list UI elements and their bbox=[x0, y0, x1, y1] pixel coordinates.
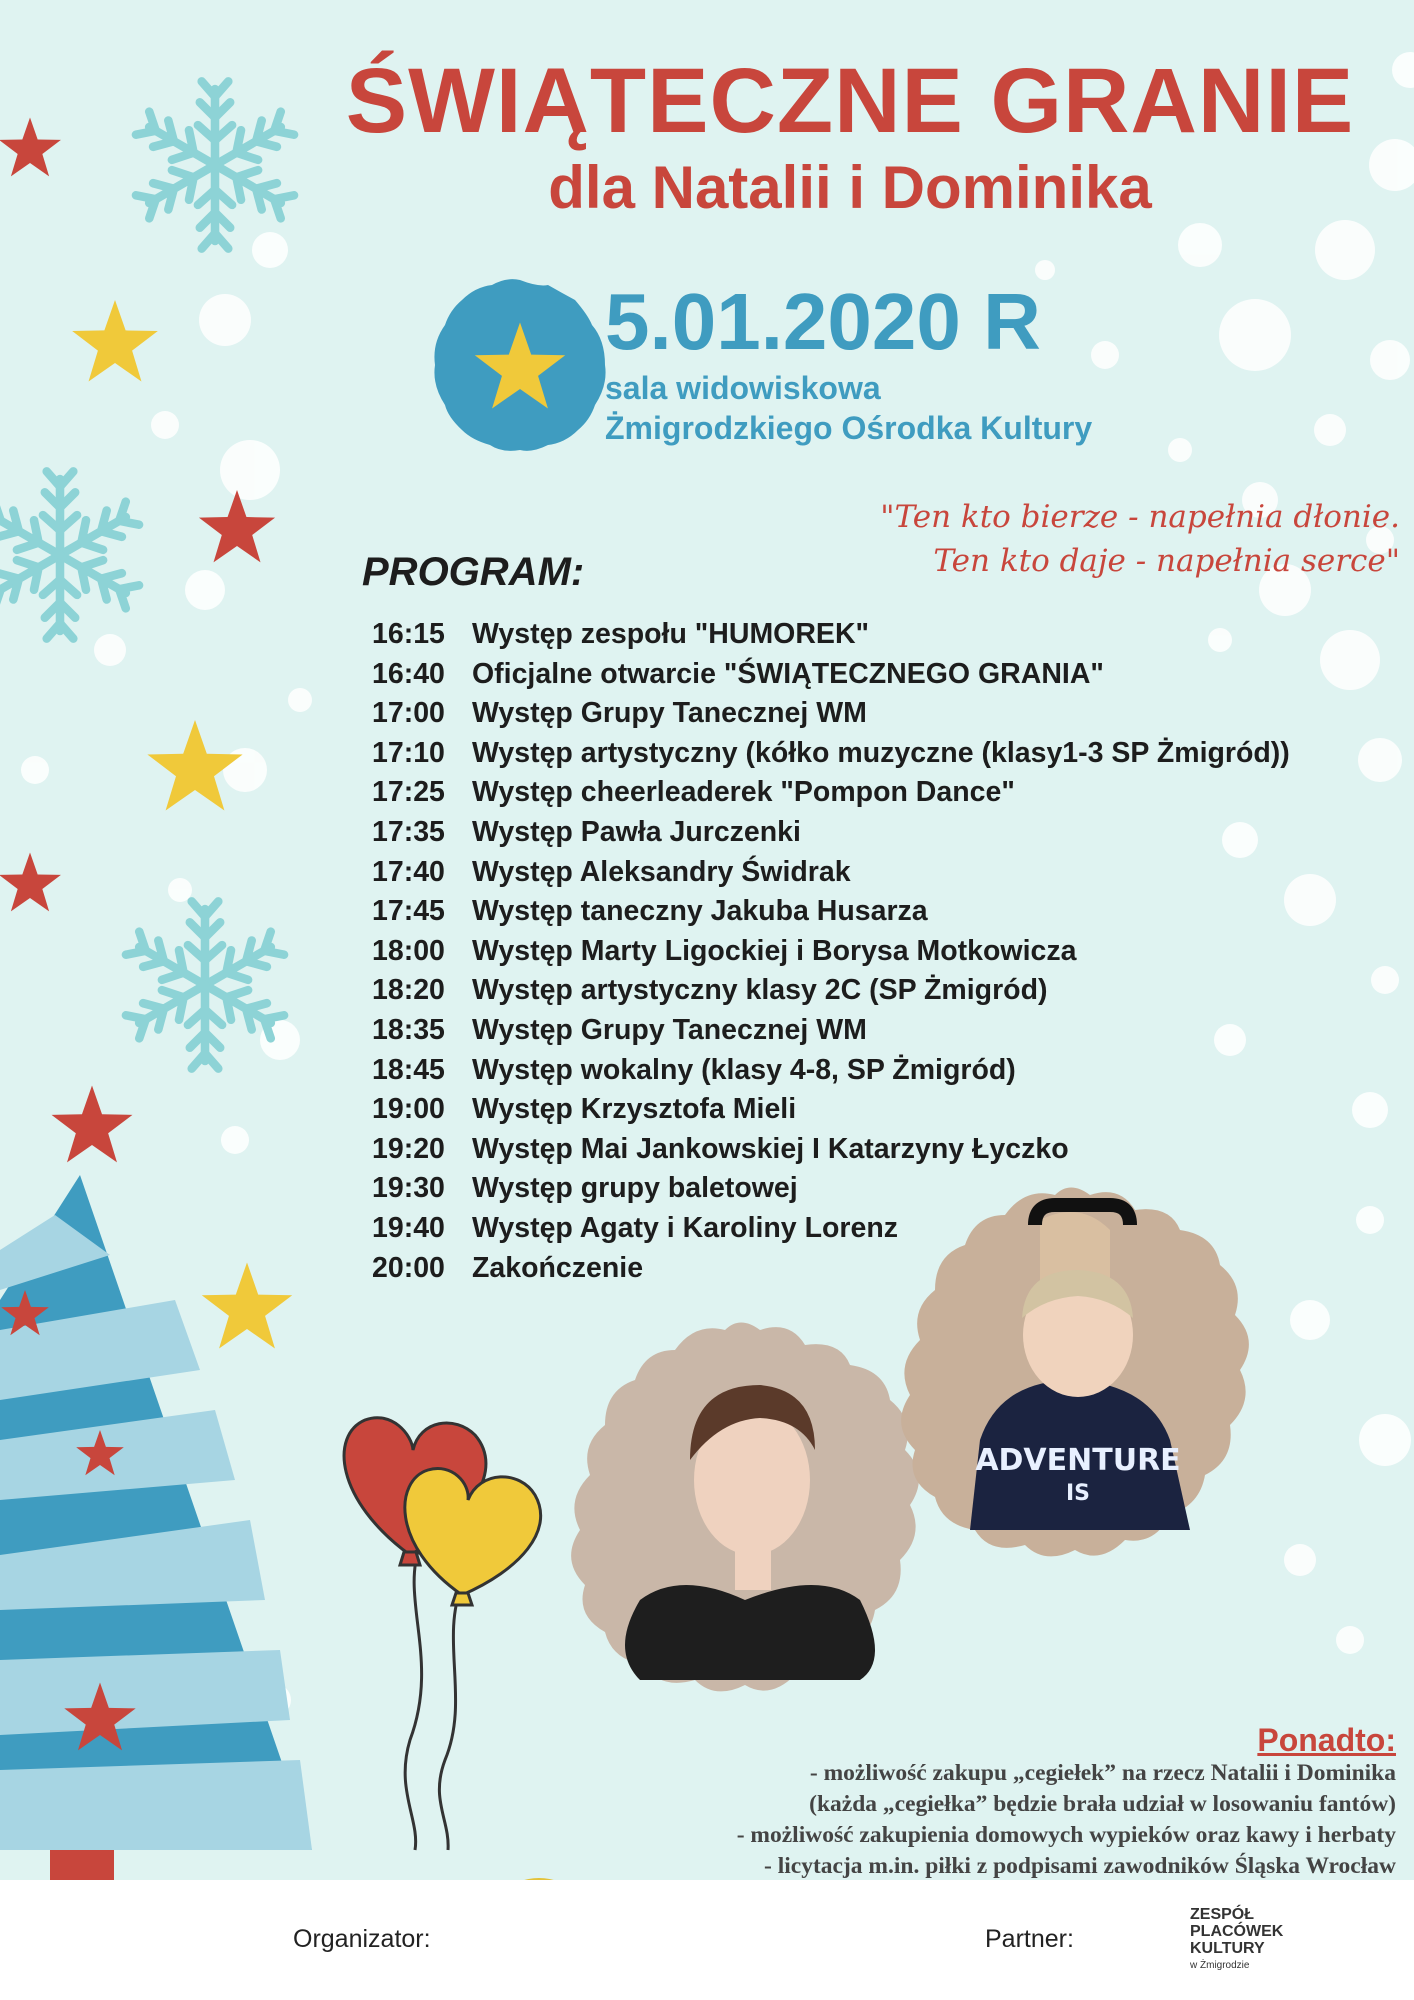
program-item-act: Występ cheerleaderek "Pompon Dance" bbox=[472, 776, 1015, 809]
partner-label: Partner: bbox=[985, 1925, 1074, 1953]
program-item bbox=[372, 1130, 1392, 1170]
photo-natalia bbox=[571, 1323, 919, 1692]
program-item-time: 17:40 bbox=[372, 855, 445, 888]
quote-line-1: "Ten kto bierze - napełnia dłonie. bbox=[880, 499, 1400, 535]
program-item-act: Zakończenie bbox=[472, 1251, 644, 1284]
program-item bbox=[372, 971, 1392, 1011]
program-item-act: Występ Mai Jankowskiej I Katarzyny Łyczko bbox=[472, 1132, 1069, 1165]
extras-line: (każda „cegiełka” będzie brała udział w losowaniu fantów) bbox=[809, 1791, 1396, 1817]
program-item-act: Występ Pawła Jurczenki bbox=[472, 815, 801, 848]
program-item-time: 19:00 bbox=[372, 1093, 445, 1126]
partner-name bbox=[1190, 1906, 1283, 1974]
program-item-time: 17:35 bbox=[372, 815, 445, 848]
partner-name-line-3: KULTURY bbox=[1190, 1940, 1265, 1957]
program-item-act: Występ grupy baletowej bbox=[472, 1172, 798, 1205]
extras-list bbox=[496, 1758, 1396, 1882]
program-item-time: 16:15 bbox=[372, 618, 445, 650]
subtitle: dla Natalii i Dominika bbox=[548, 154, 1152, 221]
program-item bbox=[372, 853, 1392, 893]
event-venue bbox=[605, 368, 1092, 448]
program-item bbox=[372, 932, 1392, 972]
program-item bbox=[372, 694, 1392, 734]
extras-line: - możliwość zakupienia domowych wypieków oraz kawy i herbaty bbox=[736, 1822, 1396, 1848]
extras-line: - możliwość zakupu „cegiełek” na rzecz Natalii i Dominika bbox=[809, 1760, 1396, 1786]
program-item-act: Występ Marty Ligockiej i Borysa Motkowicza bbox=[472, 934, 1077, 967]
program-item-time: 17:25 bbox=[372, 776, 445, 809]
quote-line-2: Ten kto daje - napełnia serce" bbox=[933, 543, 1400, 579]
christmas-tree bbox=[0, 1086, 312, 2000]
program-item-act: Występ Aleksandry Świdrak bbox=[472, 855, 851, 888]
program-item bbox=[372, 773, 1392, 813]
partner-name-line-1: ZESPÓŁ bbox=[1190, 1906, 1255, 1923]
program-item-time: 18:20 bbox=[372, 974, 445, 1007]
program-item bbox=[372, 1011, 1392, 1051]
program-item-time: 19:20 bbox=[372, 1132, 445, 1165]
program-item-act: Występ Krzysztofa Mieli bbox=[472, 1093, 797, 1126]
program-item bbox=[372, 655, 1392, 695]
program-item-act: Występ artystyczny klasy 2C (SP Żmigród) bbox=[472, 974, 1048, 1007]
program-item-time: 19:40 bbox=[372, 1211, 445, 1244]
program-item bbox=[372, 1090, 1392, 1130]
program-item-act: Występ Grupy Tanecznej WM bbox=[472, 697, 867, 730]
quote bbox=[700, 495, 1400, 583]
program-item bbox=[372, 1209, 1392, 1249]
partner-name-line-4: w Żmigrodzie bbox=[1190, 1960, 1250, 1971]
extras-heading: Ponadto: bbox=[1257, 1722, 1396, 1758]
program-item bbox=[372, 1051, 1392, 1091]
program-item-act: Występ wokalny (klasy 4-8, SP Żmigród) bbox=[472, 1053, 1016, 1086]
program-item-time: 17:00 bbox=[372, 697, 445, 730]
program-item-act: Występ Grupy Tanecznej WM bbox=[472, 1013, 867, 1046]
program-item bbox=[372, 892, 1392, 932]
main-title: ŚWIĄTECZNE GRANIE bbox=[345, 50, 1355, 152]
program-item bbox=[372, 734, 1392, 774]
program-item-time: 20:00 bbox=[372, 1251, 445, 1284]
program-item bbox=[372, 615, 1392, 655]
venue-line-2: Żmigrodzkiego Ośrodka Kultury bbox=[605, 410, 1093, 446]
program-heading: PROGRAM: bbox=[362, 550, 585, 594]
event-date: 5.01.2020 R bbox=[605, 277, 1041, 366]
program-item-act: Występ Agaty i Karoliny Lorenz bbox=[472, 1211, 898, 1244]
program-item-time: 18:45 bbox=[372, 1053, 445, 1086]
svg-text:ADVENTURE: ADVENTURE bbox=[975, 1443, 1181, 1478]
program-item-time: 18:00 bbox=[372, 934, 445, 967]
partner-name-line-2: PLACÓWEK bbox=[1190, 1923, 1284, 1940]
program-item-time: 18:35 bbox=[372, 1013, 445, 1046]
program-item-time: 16:40 bbox=[372, 657, 445, 690]
program-item-act: Występ taneczny Jakuba Husarza bbox=[472, 895, 928, 928]
organizer-label: Organizator: bbox=[293, 1925, 431, 1953]
svg-text:IS: IS bbox=[1065, 1481, 1091, 1506]
program-item bbox=[372, 1249, 1392, 1289]
program-item-time: 17:10 bbox=[372, 736, 445, 769]
program-item-act: Występ zespołu "HUMOREK" bbox=[472, 618, 870, 650]
extras-line: - licytacja m.in. piłki z podpisami zawodników Śląska Wrocław bbox=[764, 1853, 1396, 1879]
program-item-time: 17:45 bbox=[372, 895, 445, 928]
program-item-act: Występ artystyczny (kółko muzyczne (klasy1-3 SP Żmigród)) bbox=[472, 736, 1290, 769]
program-item-act: Oficjalne otwarcie "ŚWIĄTECZNEGO GRANIA" bbox=[472, 657, 1104, 690]
program-list bbox=[372, 615, 1392, 1288]
venue-line-1: sala widowiskowa bbox=[605, 370, 881, 406]
program-item-time: 19:30 bbox=[372, 1172, 445, 1205]
program-item bbox=[372, 1169, 1392, 1209]
program-item bbox=[372, 813, 1392, 853]
date-badge bbox=[434, 279, 605, 451]
